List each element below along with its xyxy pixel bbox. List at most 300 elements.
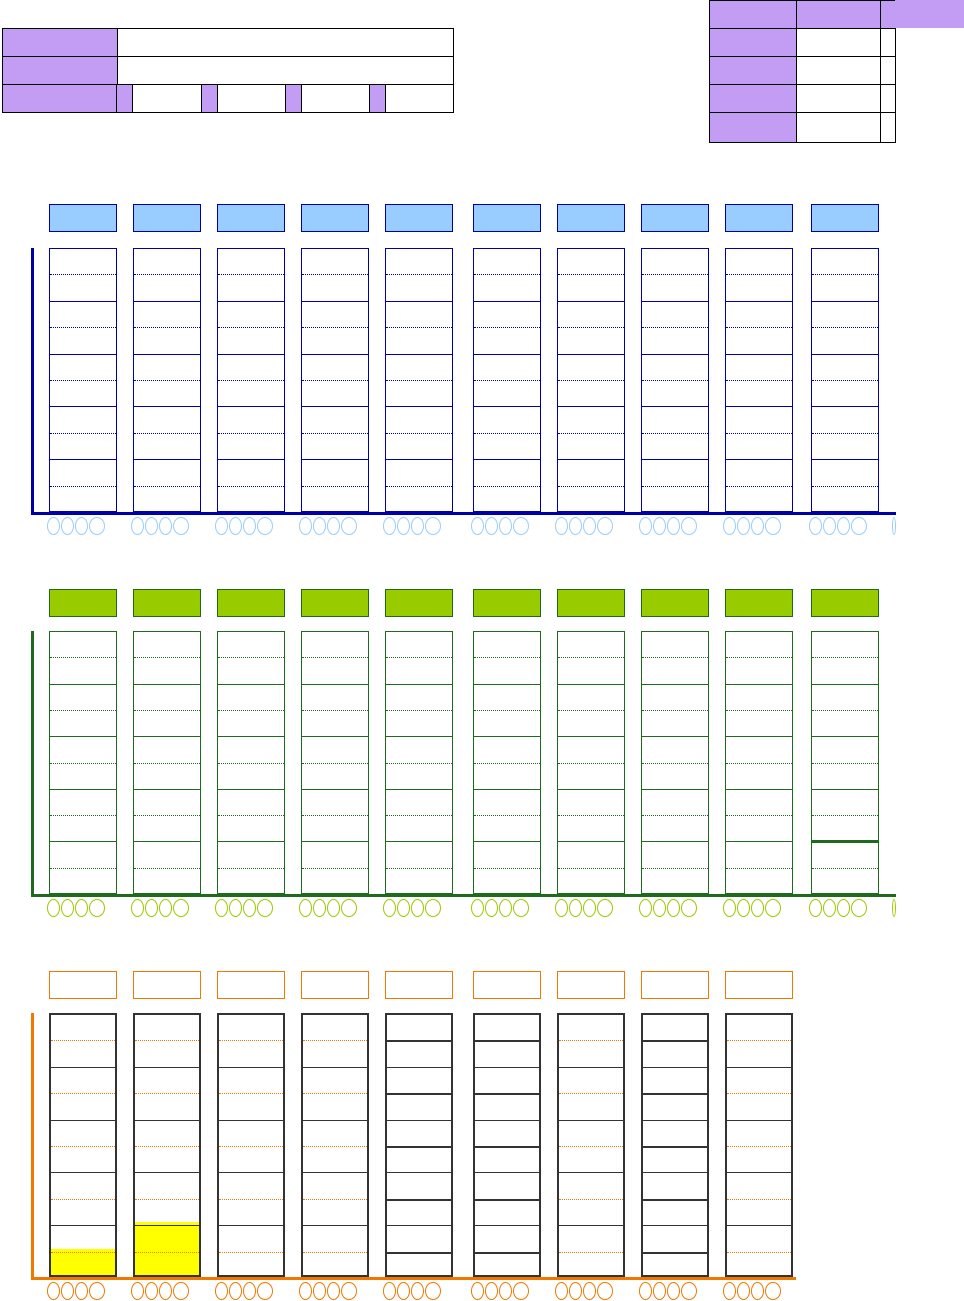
green-row-line [134,736,200,737]
green-column-header[interactable] [301,589,369,617]
green-column-header[interactable] [811,589,879,617]
orange-circle-mark[interactable] [653,1282,666,1300]
blue-circle-mark[interactable] [653,517,666,535]
orange-column-header[interactable] [557,971,625,999]
green-subrow-line [134,763,200,764]
green-subrow-line [302,657,368,658]
blue-circle-mark[interactable] [229,517,242,535]
blue-circle-mark[interactable] [47,517,60,535]
green-circle-mark[interactable] [555,899,568,917]
blue-circle-mark[interactable] [471,517,484,535]
green-row-line [218,789,284,790]
blue-subrow-line [386,433,452,434]
blue-circle-mark[interactable] [89,517,105,535]
green-circle-mark[interactable] [215,899,228,917]
orange-subrow-line [727,1146,791,1147]
blue-subrow-line [558,486,624,487]
orange-circle-mark[interactable] [737,1282,750,1300]
orange-circle-mark[interactable] [499,1282,512,1300]
orange-row-line [219,1120,283,1121]
orange-circle-mark[interactable] [327,1282,340,1300]
green-row-line [642,736,708,737]
green-circle-mark[interactable] [513,899,529,917]
orange-row-line [303,1067,367,1068]
green-circle-mark[interactable] [485,899,498,917]
orange-subrow-line [559,1199,623,1200]
blue-circle-mark[interactable] [327,517,340,535]
orange-circle-mark[interactable] [583,1282,596,1300]
green-circle-mark[interactable] [569,899,582,917]
green-circle-mark[interactable] [89,899,105,917]
blue-circle-mark[interactable] [597,517,613,535]
legend-row-extra-2 [880,56,896,85]
blue-subrow-line [50,274,116,275]
blue-subrow-line [302,380,368,381]
orange-subrow-line [643,1199,707,1201]
orange-subrow-line [643,1040,707,1042]
orange-row-line [727,1067,791,1068]
blue-subrow-line [642,380,708,381]
green-circle-mark[interactable] [837,899,850,917]
orange-circle-mark[interactable] [555,1282,568,1300]
blue-row-line [218,406,284,407]
green-column-box [133,631,201,894]
legend-header-overflow [895,0,964,28]
green-circle-mark[interactable] [597,899,613,917]
blue-column-box [49,248,117,512]
blue-circle-group [131,517,189,535]
green-column-header[interactable] [49,589,117,617]
orange-circle-mark[interactable] [411,1282,424,1300]
green-subrow-line [558,710,624,711]
green-row-line [642,789,708,790]
blue-circle-mark[interactable] [145,517,158,535]
orange-circle-mark[interactable] [485,1282,498,1300]
blue-row-line [474,406,540,407]
blue-circle-mark[interactable] [765,517,781,535]
green-column-box [473,631,541,894]
green-column-header[interactable] [385,589,453,617]
orange-column-header[interactable] [385,971,453,999]
orange-circle-group [471,1282,529,1300]
green-circle-mark[interactable] [737,899,750,917]
green-circle-group [383,899,441,917]
orange-subrow-line [643,1252,707,1254]
blue-subrow-line [302,433,368,434]
orange-circle-mark[interactable] [765,1282,781,1300]
blue-circle-mark[interactable] [667,517,680,535]
green-row-line [726,841,792,842]
blue-column-header[interactable] [133,204,201,232]
blue-circle-mark[interactable] [159,517,172,535]
green-row-line [218,841,284,842]
orange-row-line [387,1172,451,1173]
green-subrow-line [642,868,708,869]
orange-row-line [51,1172,115,1173]
blue-circle-mark[interactable] [569,517,582,535]
green-column-box [557,631,625,894]
orange-subrow-line [727,1040,791,1041]
form-row-1 [2,28,454,57]
orange-column-header[interactable] [473,971,541,999]
green-subrow-line [386,868,452,869]
blue-circle-mark[interactable] [61,517,74,535]
blue-circle-group [215,517,273,535]
blue-subrow-line [812,433,878,434]
orange-circle-mark[interactable] [47,1282,60,1300]
green-subrow-line [558,763,624,764]
green-circle-mark[interactable] [47,899,60,917]
orange-row-line [387,1067,451,1068]
blue-subrow-line [642,327,708,328]
blue-axis-horizontal [31,512,896,515]
blue-subrow-line [134,327,200,328]
green-circle-mark[interactable] [499,899,512,917]
green-circle-group [47,899,105,917]
orange-circle-mark[interactable] [681,1282,697,1300]
blue-subrow-line [642,486,708,487]
green-circle-mark[interactable] [471,899,484,917]
green-column-box [301,631,369,894]
orange-circle-mark[interactable] [159,1282,172,1300]
orange-row-line [475,1120,539,1121]
orange-circle-mark[interactable] [383,1282,396,1300]
blue-row-line [386,406,452,407]
green-column-box [725,631,793,894]
green-subrow-line [726,657,792,658]
blue-circle-mark[interactable] [257,517,273,535]
orange-row-line [219,1172,283,1173]
blue-row-line [218,301,284,302]
green-row-line [812,684,878,685]
orange-circle-mark[interactable] [229,1282,242,1300]
orange-circle-mark[interactable] [397,1282,410,1300]
green-row-line [726,789,792,790]
blue-row-line [386,301,452,302]
orange-circle-mark[interactable] [341,1282,357,1300]
orange-subrow-line [303,1199,367,1200]
green-row-line [302,841,368,842]
orange-row-line [51,1067,115,1068]
orange-circle-mark[interactable] [597,1282,613,1300]
green-row-line [302,789,368,790]
blue-circle-mark[interactable] [737,517,750,535]
blue-subrow-line [302,274,368,275]
blue-column-header[interactable] [385,204,453,232]
green-circle-mark[interactable] [299,899,312,917]
blue-column-header[interactable] [49,204,117,232]
orange-circle-mark[interactable] [89,1282,105,1300]
green-row-line [812,789,878,790]
orange-column-header[interactable] [301,971,369,999]
orange-column-header[interactable] [217,971,285,999]
green-circle-mark[interactable] [131,899,144,917]
green-circle-mark[interactable] [75,899,88,917]
orange-circle-mark[interactable] [569,1282,582,1300]
green-subrow-line [50,815,116,816]
blue-subrow-line [642,433,708,434]
green-circle-mark[interactable] [145,899,158,917]
green-circle-mark[interactable] [411,899,424,917]
blue-circle-mark[interactable] [751,517,764,535]
orange-circle-mark[interactable] [61,1282,74,1300]
orange-row-line [559,1067,623,1068]
green-subrow-line [642,815,708,816]
green-subrow-line [134,815,200,816]
legend-row-value-4 [796,112,881,143]
blue-circle-mark[interactable] [75,517,88,535]
green-circle-mark[interactable] [751,899,764,917]
form-segments [117,85,453,112]
blue-circle-mark[interactable] [837,517,850,535]
blue-column-header[interactable] [641,204,709,232]
blue-row-line [812,406,878,407]
orange-circle-mark[interactable] [131,1282,144,1300]
green-circle-mark[interactable] [257,899,273,917]
blue-row-line [812,354,878,355]
blue-circle-mark[interactable] [583,517,596,535]
green-subrow-line [558,657,624,658]
green-subrow-line [726,815,792,816]
orange-subrow-line [219,1040,283,1041]
green-subrow-line [558,868,624,869]
orange-highlight-cell [51,1249,115,1275]
orange-circle-mark[interactable] [173,1282,189,1300]
blue-subrow-line [50,433,116,434]
blue-circle-mark[interactable] [425,517,441,535]
blue-circle-mark[interactable] [681,517,697,535]
blue-circle-mark[interactable] [485,517,498,535]
green-subrow-line [302,815,368,816]
orange-row-line [727,1120,791,1121]
blue-subrow-line [812,380,878,381]
green-column-header[interactable] [133,589,201,617]
green-subrow-line [50,763,116,764]
orange-circle-mark[interactable] [425,1282,441,1300]
orange-circle-group [639,1282,697,1300]
green-circle-mark[interactable] [341,899,357,917]
green-column-header[interactable] [557,589,625,617]
green-row-line [218,684,284,685]
orange-circle-mark[interactable] [243,1282,256,1300]
orange-circle-mark[interactable] [75,1282,88,1300]
blue-circle-mark[interactable] [555,517,568,535]
green-circle-mark[interactable] [313,899,326,917]
legend-row-extra-4 [880,112,896,143]
green-column-box [217,631,285,894]
blue-circle-mark[interactable] [397,517,410,535]
blue-column-header[interactable] [217,204,285,232]
green-circle-mark[interactable] [823,899,836,917]
green-circle-group [299,899,357,917]
green-circle-mark[interactable] [639,899,652,917]
orange-row-line [643,1120,707,1121]
green-column-box [49,631,117,894]
green-circle-mark[interactable] [681,899,697,917]
blue-circle-mark[interactable] [723,517,736,535]
green-circle-mark[interactable] [243,899,256,917]
green-subrow-line [812,763,878,764]
orange-column-header[interactable] [641,971,709,999]
orange-circle-mark[interactable] [723,1282,736,1300]
green-circle-mark[interactable] [397,899,410,917]
orange-subrow-line [475,1093,539,1095]
blue-column-header[interactable] [725,204,793,232]
blue-circle-group [639,517,697,535]
green-circle-mark[interactable] [159,899,172,917]
orange-subrow-line [303,1146,367,1147]
blue-column-box [557,248,625,512]
blue-circle-mark[interactable] [851,517,867,535]
blue-subrow-line [474,486,540,487]
segment-field[interactable] [386,85,453,112]
green-row-line [386,684,452,685]
blue-row-line [134,354,200,355]
green-circle-mark[interactable] [667,899,680,917]
blue-circle-group [383,517,441,535]
orange-column-header[interactable] [725,971,793,999]
orange-circle-mark[interactable] [257,1282,273,1300]
blue-subrow-line [474,274,540,275]
green-subrow-line [474,657,540,658]
green-circle-mark[interactable] [851,899,867,917]
orange-column-box [725,1013,793,1277]
green-circle-mark[interactable] [61,899,74,917]
legend-header-3 [880,0,896,29]
green-subrow-line [134,868,200,869]
blue-circle-group [809,517,867,535]
orange-row-line [219,1225,283,1226]
blue-circle-mark[interactable] [313,517,326,535]
orange-circle-mark[interactable] [313,1282,326,1300]
green-circle-mark[interactable] [229,899,242,917]
orange-circle-mark[interactable] [513,1282,529,1300]
green-circle-mark[interactable] [809,899,822,917]
orange-circle-group [215,1282,273,1300]
green-circle-mark[interactable] [765,899,781,917]
green-circle-mark[interactable] [653,899,666,917]
blue-circle-mark[interactable] [639,517,652,535]
green-column-box [385,631,453,894]
orange-column-header[interactable] [49,971,117,999]
blue-circle-mark[interactable] [513,517,529,535]
blue-row-line [642,354,708,355]
green-subrow-line [302,710,368,711]
orange-circle-mark[interactable] [639,1282,652,1300]
green-subrow-line [812,657,878,658]
green-subrow-line [726,763,792,764]
blue-circle-group [299,517,357,535]
orange-row-line [475,1225,539,1226]
green-row-line [50,736,116,737]
orange-column-box [641,1013,709,1277]
blue-circle-mark[interactable] [411,517,424,535]
blue-subrow-line [218,486,284,487]
green-circle-mark[interactable] [723,899,736,917]
orange-row-line [387,1225,451,1226]
blue-circle-mark[interactable] [823,517,836,535]
green-column-header[interactable] [217,589,285,617]
orange-subrow-line [727,1199,791,1200]
orange-row-line [51,1225,115,1226]
blue-column-header[interactable] [557,204,625,232]
blue-column-header[interactable] [301,204,369,232]
green-row-line [726,736,792,737]
green-subrow-line [474,710,540,711]
blue-column-box [725,248,793,512]
blue-subrow-line [558,327,624,328]
segment-field[interactable] [133,85,201,112]
orange-circle-mark[interactable] [667,1282,680,1300]
green-circle-mark[interactable] [583,899,596,917]
blue-column-header[interactable] [473,204,541,232]
blue-circle-group [555,517,613,535]
segment-field[interactable] [302,85,369,112]
orange-circle-mark[interactable] [145,1282,158,1300]
green-circle-mark[interactable] [327,899,340,917]
blue-subrow-line [50,327,116,328]
green-circle-mark[interactable] [425,899,441,917]
blue-circle-mark[interactable] [383,517,396,535]
blue-row-line [218,354,284,355]
green-circle-mark[interactable] [173,899,189,917]
blue-circle-group [47,517,105,535]
form-value-2[interactable] [118,57,453,84]
green-column-header[interactable] [641,589,709,617]
orange-circle-mark[interactable] [215,1282,228,1300]
green-row-line [474,841,540,842]
orange-circle-mark[interactable] [751,1282,764,1300]
blue-circle-mark[interactable] [809,517,822,535]
blue-circle-mark[interactable] [499,517,512,535]
blue-subrow-line [134,274,200,275]
green-subrow-line [386,763,452,764]
orange-subrow-line [643,1146,707,1148]
orange-circle-mark[interactable] [299,1282,312,1300]
blue-subrow-line [726,327,792,328]
blue-subrow-line [302,327,368,328]
segment-field[interactable] [218,85,285,112]
green-axis-vertical [31,631,34,896]
blue-circle-mark[interactable] [173,517,189,535]
blue-row-line [726,354,792,355]
blue-circle-mark[interactable] [215,517,228,535]
orange-column-header[interactable] [133,971,201,999]
orange-row-line [559,1172,623,1173]
green-row-line [474,736,540,737]
blue-subrow-line [386,486,452,487]
blue-circle-mark[interactable] [341,517,357,535]
blue-circle-mark[interactable] [131,517,144,535]
orange-subrow-line [51,1252,115,1253]
orange-circle-mark[interactable] [471,1282,484,1300]
orange-row-line [643,1067,707,1068]
blue-circle-mark[interactable] [243,517,256,535]
form-value-1[interactable] [118,29,453,56]
orange-subrow-line [219,1199,283,1200]
green-circle-mark[interactable] [383,899,396,917]
green-subrow-line [812,710,878,711]
blue-column-header[interactable] [811,204,879,232]
green-column-header[interactable] [725,589,793,617]
orange-subrow-line [387,1040,451,1042]
legend-header-1 [709,0,797,29]
form-row-3 [2,84,454,113]
blue-row-line [474,301,540,302]
blue-circle-mark[interactable] [299,517,312,535]
green-column-header[interactable] [473,589,541,617]
green-subrow-line [218,763,284,764]
